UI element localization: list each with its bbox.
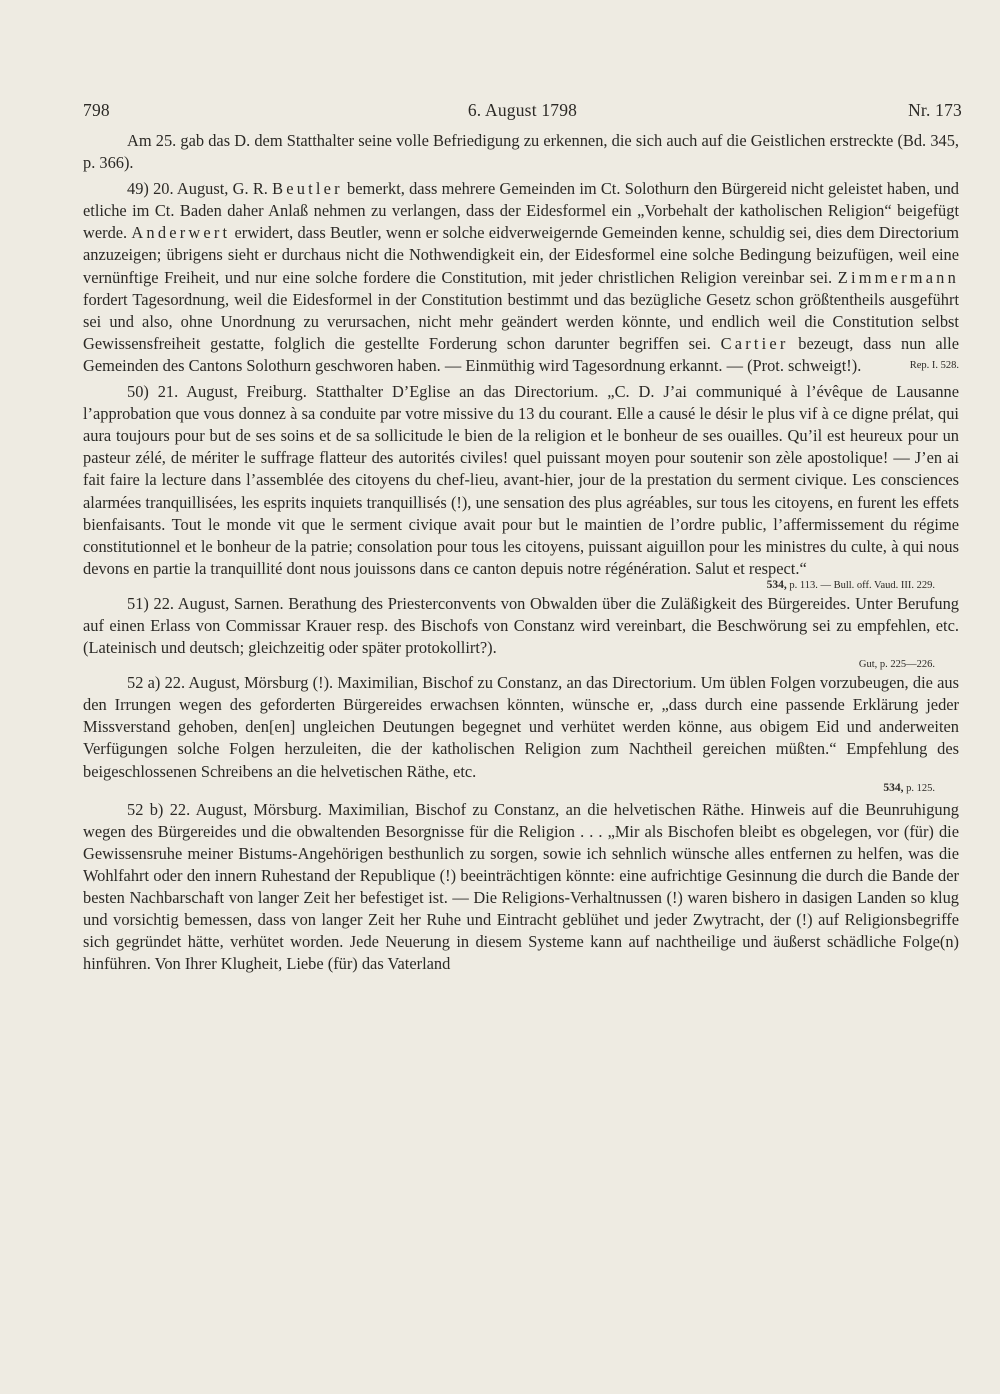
source-reference: Rep. I. 528. bbox=[909, 359, 959, 371]
paragraph-50: 50) 21. August, Freiburg. Statthalter D’Eglise an das Directorium. „C. D. J’ai communiqué à l’évêque de Lausanne l’approbation que vous donnez à sa conduite par votre missive du 13 du courant. Elle a causé le désir le plus vif à ce digne prélat, qui aura toujours pour but de ses soins et de sa sollicitude le bien de la religion et le bonheur de ses ouailles. Qu’il est heureux pour un pasteur zélé, de mériter le suffrage flatteur des autorités civiles! quel puissant moyen pour soutenir son zèle apostolique! — J’en ai fait faire la lecture dans l’assemblée des citoyens du chef-lieu, avant-hier, jour de la prestation du serment civique. Les consciences alarmées tranquillisées, les esprits inquiets tranquillisés (!), une sensation des plus agréables, sur tous les citoyens, en furent les effets bienfaisants. Tout le monde vit que le serment civique avait pour but le maintien de l’ordre public, l’affermissement du régime constitutionnel et le bonheur de la patrie; consolation pour tous les citoyens, puissant aiguillon pour les ministres du culte, à qui nous devons en partie la tranquillité dont nous jouissons dans ce canton depuis notre régénération. Salut et respect.“ bbox=[83, 382, 959, 578]
main-text bbox=[83, 130, 959, 975]
paragraph-52a: 52 a) 22. August, Mörsburg (!). Maximilian, Bischof zu Constanz, an das Directorium. Um üblen Folgen vorzubeugen, die aus den Irrungen wegen des geforderten Bürgereides erwachsen könnten, wünsche er, „dass durch eine passende Erklärung jeder Missverstand gehoben, den[en] ungleichen Deutungen begegnet und verhütet werden könne, aus obigem Eid und anderweiten Verfügungen solche Folgen herzuleiten, die der katholischen Religion zum Nachtheil gereichen müßten.“ Empfehlung des beigeschlossenen Schreibens an die helvetischen Räthe, etc. bbox=[83, 673, 959, 781]
speaker-name: Zimmermann bbox=[837, 267, 959, 287]
paragraph-intro: Am 25. gab das D. dem Statthalter seine volle Befriedigung zu erkennen, die sich auch auf die Geistlichen erstreckte (Bd. 345, p. 366). bbox=[83, 131, 959, 173]
running-head bbox=[83, 100, 962, 122]
source-reference bbox=[83, 579, 959, 592]
text-run: 49) 20. August, G. R. bbox=[127, 179, 268, 199]
source-volume: 534, bbox=[766, 578, 787, 591]
text-run: bemerkt, dass mehrere Gemeinden im Ct. Solothurn den Bürgereid nicht geleistet haben, und etliche im Ct. Baden daher Anlaß nehmen zu verlangen, dass der Eidesformel ein „Vorbehalt der katholischen Religion“ beigefügt werde. bbox=[83, 179, 959, 243]
speaker-name: Cartier bbox=[720, 333, 789, 353]
paragraph-51: 51) 22. August, Sarnen. Berathung des Priesterconvents von Obwalden über die Zuläßigkeit des Bürgereides. Unter Berufung auf einen Erlass von Commissar Krauer resp. des Bischofs von Constanz wird vereinbart, die Beschwörung sei zu empfehlen, etc. (Lateinisch und deutsch; gleichzeitig oder später protokollirt?). bbox=[83, 593, 959, 658]
source-volume: 534, bbox=[883, 781, 904, 794]
source-reference: Gut, p. 225—226. bbox=[858, 659, 935, 671]
document-number: Nr. 173 bbox=[908, 100, 962, 120]
speaker-name: Anderwert bbox=[131, 223, 231, 243]
source-pages: p. 125. bbox=[906, 782, 935, 794]
speaker-name: Beutler bbox=[272, 179, 343, 199]
paragraph-52b: 52 b) 22. August, Mörsburg. Maximilian, Bischof zu Constanz, an die helvetischen Räthe. Hinweis auf die Beunruhigung wegen des Bürgereides und die obwaltenden Besorgnisse für die Religion . . . „Mir als Bischofen bleibt es obgelegen, vor (für) die Gewissensruhe meiner Bistums-Angehörigen besthunlich zu sorgen, sowie ich sehnlich wünsche alles entfernen zu helfen, was die Wohlfahrt oder den innern Ruhestand der Republique (!) beeinträchtigen könnte: eine aufrichtige Gesinnung die durch die Bande der besten Nachbarschaft von langer Zeit her befestiget ist. — Die Religions-Verhaltnussen (!) waren bishero in dasigen Landen so klug und vorsichtig bemessen, dass von langer Zeit her Ruhe und Eintracht geblühet und jeder Zwytracht, der (!) auf Religionsbegriffe sich gegründet hätte, verhütet worden. Jede Neuerung in diesem Systeme kann auf nachtheilige und äußerst schädliche Folge(n) hinführen. Von Ihrer Klugheit, Liebe (für) das Vaterland bbox=[83, 799, 959, 974]
text-run: erwidert, dass Beutler, wenn er solche eidverweigernde Gemeinden kenne, schuldig sei, dies dem Directorium anzuzeigen; übrigens sieht er durchaus nicht die Nothwendigkeit ein, der Eidesformel eine solche Bedingung beizufügen, weil eine vernünftige Freiheit, und nur eine solche fordere die Constitution, mit jeder christlichen Religion vereinbar sei. bbox=[83, 223, 959, 287]
text-run: fordert Tagesordnung, weil die Eidesformel in der Constitution bestimmt und das bezügliche Gesetz schon größtentheils ausgeführt sei und also, ohne Unordnung zu verursachen, nicht mehr geändert werden könnte, und endlich weil die Constitution selbst Gewissensfreiheit gestatte, folglich die gestellte Forderung schon darunter begriffen sei. bbox=[83, 289, 959, 353]
source-pages: p. 113. — Bull. off. Vaud. III. 229. bbox=[789, 579, 935, 591]
paragraph-49 bbox=[83, 178, 959, 377]
source-reference bbox=[83, 782, 959, 795]
page-number: 798 bbox=[83, 100, 110, 120]
header-date: 6. August 1798 bbox=[467, 100, 578, 120]
text-run: bezeugt, dass nun alle Gemeinden des Cantons Solothurn geschworen haben. — Einmüthig wird Tagesordnung erkannt. — (Prot. schweigt!). bbox=[83, 333, 959, 375]
